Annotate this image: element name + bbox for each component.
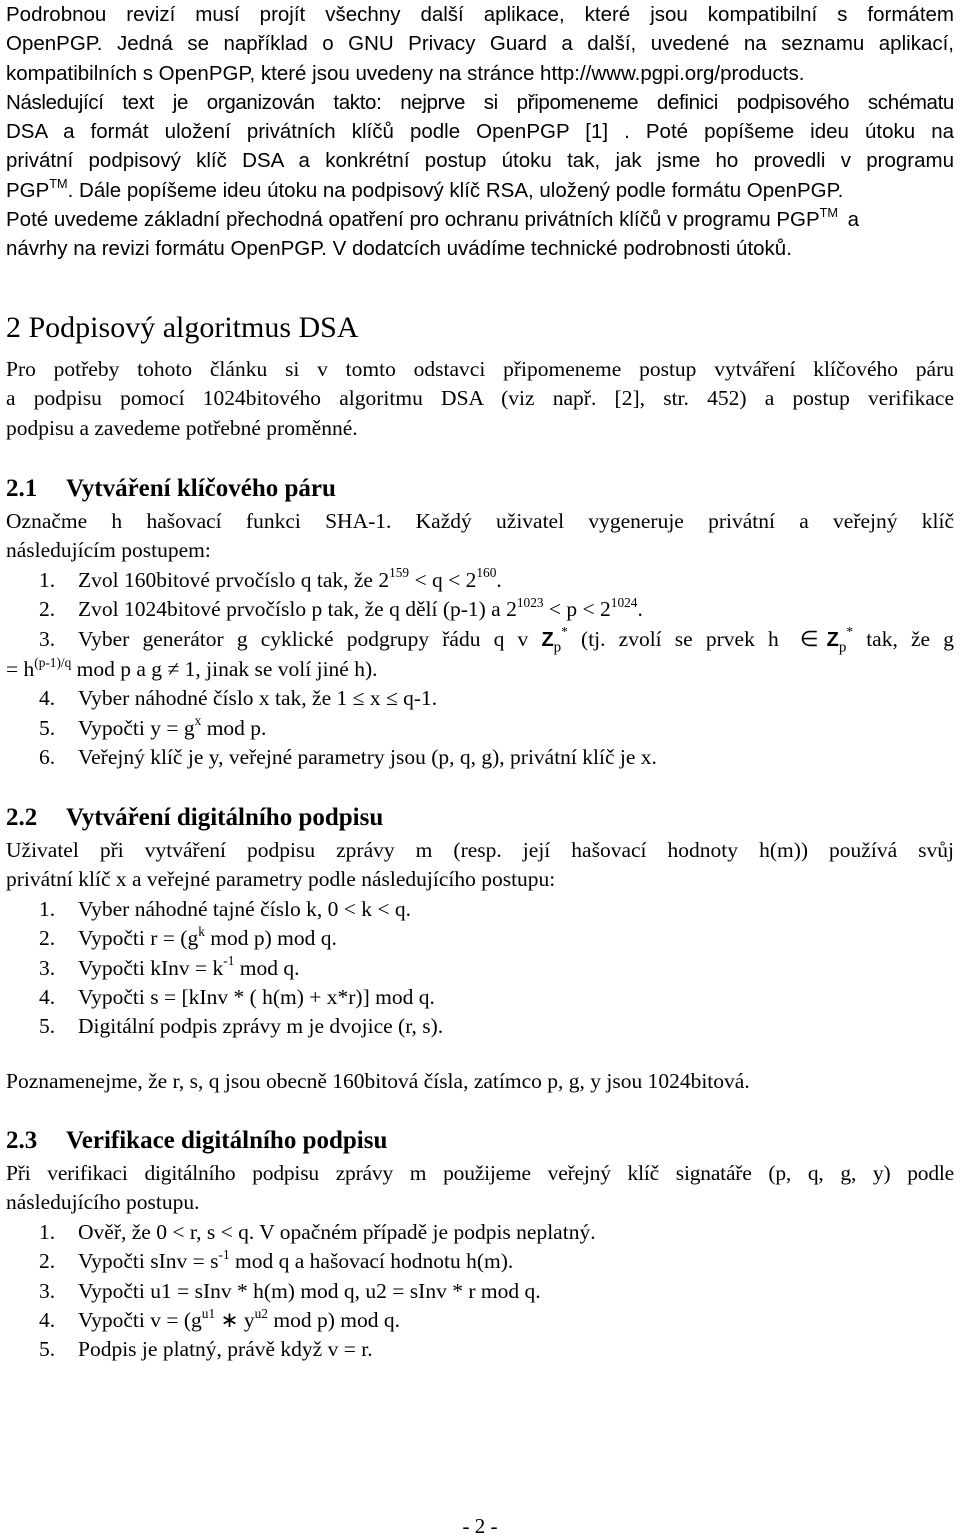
intro-line: privátní podpisový klíč DSA a konkrétní postup útoku tak, jak jsme ho provedli v programu xyxy=(6,149,954,173)
list-number: 5. xyxy=(39,715,56,740)
paragraph-line: následujícího postupu. xyxy=(6,1190,200,1215)
note-paragraph xyxy=(6,1067,954,1096)
list-number: 6. xyxy=(39,745,56,770)
step-text: Ověř, že 0 < r, s < q. V opačném případě je podpis neplatný. xyxy=(78,1219,596,1244)
intro-line: Následující text je organizován takto: nejprve si připomeneme definici podpisového schématu xyxy=(6,90,954,114)
list-number: 4. xyxy=(39,985,56,1010)
list-number: 2. xyxy=(39,926,56,951)
step-text: mod p) mod q. xyxy=(204,926,337,951)
paragraph-line: podpisu a zavedeme potřebné proměnné. xyxy=(6,415,358,440)
step-text: Vypočti sInv = s xyxy=(78,1249,219,1274)
step-text: Veřejný klíč je y, veřejné parametry jsou (p, q, g), privátní klíč je x. xyxy=(78,745,657,770)
step-text: Vyber náhodné číslo x tak, že 1 xyxy=(78,686,353,711)
exponent: u1 xyxy=(201,1305,216,1321)
exponent: x xyxy=(194,713,202,729)
list-number: 1. xyxy=(39,567,56,592)
list-item xyxy=(6,983,954,1012)
intro-line: DSA a formát uložení privátních klíčů podle OpenPGP [1] . Poté popíšeme ideu útoku na xyxy=(6,120,954,144)
math-z: Z xyxy=(826,628,839,651)
step-text: mod p) mod q. xyxy=(267,1308,400,1333)
step-text: Zvol 160bitové prvočíslo q tak, že 2 xyxy=(78,567,390,592)
step-text: mod p. xyxy=(201,715,267,740)
list-item xyxy=(6,1277,954,1306)
list-number: 1. xyxy=(39,1219,56,1244)
exponent: 1024 xyxy=(610,594,638,610)
less-equal-symbol: ≤ xyxy=(385,686,398,711)
intro-line: návrhy na revizi formátu OpenPGP. V dodatcích uvádíme technické podrobnosti útoků. xyxy=(6,237,792,261)
pgp-text: PGP xyxy=(6,178,50,202)
subsection-title: Vytváření klíčového páru xyxy=(66,475,336,502)
paragraph-line: následujícím postupem: xyxy=(6,538,211,563)
step-text: Podpis je platný, právě když v = r. xyxy=(78,1337,373,1362)
step-text: Vypočti v = (g xyxy=(78,1308,202,1333)
intro-line: Podrobnou revizí musí projít všechny další aplikace, které jsou kompatibilní s formátem xyxy=(6,3,954,26)
exponent: -1 xyxy=(218,1246,230,1262)
less-equal-symbol: ≤ xyxy=(352,686,365,711)
step-text: . xyxy=(496,567,502,592)
section-2-2-body xyxy=(6,836,954,1042)
step-text: Vypočti s = [kInv * ( h(m) + x*r)] mod q. xyxy=(78,985,435,1010)
list-number: 3. xyxy=(39,955,56,980)
list-item xyxy=(6,1247,954,1276)
list-item xyxy=(6,1335,954,1364)
step-text: Zvol 1024bitové prvočíslo p tak, že q dělí (p-1) a 2 xyxy=(78,597,517,622)
step-line xyxy=(6,655,954,684)
step-text: Digitální podpis zprávy m je dvojice (r, s). xyxy=(78,1014,444,1039)
step-text: 1, jinak se volí jiné h). xyxy=(179,657,378,682)
subsection-number: 2.1 xyxy=(6,475,38,502)
list-item xyxy=(6,566,954,595)
list-number: 2. xyxy=(39,597,56,622)
exponent: 160 xyxy=(476,565,497,581)
element-of-symbol: ∈ xyxy=(799,626,819,651)
step-text: . xyxy=(637,597,643,622)
step-text: tak, že g xyxy=(853,626,954,651)
subsection-number: 2.2 xyxy=(6,804,38,831)
exponent: k xyxy=(198,923,205,939)
intro-line: OpenPGP. Jedná se například o GNU Privacy Guard a další, uvedené na seznamu aplikací, xyxy=(6,32,954,56)
step-text: q-1. xyxy=(397,686,438,711)
step-text: Vypočti r = (g xyxy=(78,926,199,951)
list-item xyxy=(6,954,954,983)
subsection-title: Verifikace digitálního podpisu xyxy=(66,1127,388,1154)
trademark-sup: TM xyxy=(819,204,838,220)
paragraph-line: Poznamenejme, že r, s, q jsou obecně 160bitová čísla, zatímco p, g, y jsou 1024bitová. xyxy=(6,1069,750,1093)
list-number: 4. xyxy=(39,1308,56,1333)
list-number: 4. xyxy=(39,686,56,711)
list-item xyxy=(6,1218,954,1247)
list-item xyxy=(6,743,954,772)
subsection-heading xyxy=(6,475,336,503)
step-text: mod p a g xyxy=(71,657,168,682)
list-number: 3. xyxy=(39,626,56,651)
exponent: u2 xyxy=(254,1305,268,1321)
subsection-heading xyxy=(6,1127,387,1155)
not-equal-symbol: ≠ xyxy=(167,657,180,682)
step-text: ∗ y xyxy=(215,1308,255,1333)
paragraph-line: Při verifikaci digitálního podpisu zprávy m použijeme veřejný klíč signatáře (p, q, g, y) podle xyxy=(6,1161,954,1185)
intro-paragraph xyxy=(6,0,954,264)
step-text: Vypočti u1 = sInv * h(m) mod q, u2 = sInv * r mod q. xyxy=(78,1278,541,1303)
intro-line xyxy=(6,205,954,234)
step-text: x xyxy=(364,686,386,711)
paragraph-line: a podpisu pomocí 1024bitového algoritmu DSA (viz např. [2], str. 452) a postup verifikace xyxy=(6,386,954,411)
list-number: 1. xyxy=(39,896,56,921)
step-text: Vypočti kInv = k xyxy=(78,955,224,980)
intro-text: a xyxy=(841,208,860,232)
step-text: Vypočti y = g xyxy=(78,715,195,740)
step-text: mod q a hašovací hodnotu h(m). xyxy=(229,1249,514,1274)
verification-steps-list xyxy=(6,1218,954,1365)
paragraph-line: Pro potřeby tohoto článku si v tomto odstavci připomeneme postup vytváření klíčového páru xyxy=(6,357,954,381)
exponent: 1023 xyxy=(516,594,544,610)
list-item xyxy=(6,595,954,624)
subsection-heading xyxy=(6,804,383,832)
list-number: 5. xyxy=(39,1337,56,1362)
list-item xyxy=(6,714,954,743)
subsection-number: 2.3 xyxy=(6,1127,38,1154)
math-z: Z xyxy=(541,628,554,651)
superscript: * xyxy=(846,624,854,640)
intro-line: kompatibilních s OpenPGP, které jsou uvedeny na stránce http://www.pgpi.org/products. xyxy=(6,61,805,85)
list-number: 5. xyxy=(39,1014,56,1039)
keypair-steps-list xyxy=(6,566,954,773)
list-number: 2. xyxy=(39,1249,56,1274)
list-item xyxy=(6,625,954,685)
signature-steps-list xyxy=(6,895,954,1042)
list-item xyxy=(6,1306,954,1335)
step-text: mod q. xyxy=(234,955,300,980)
step-text: < p < 2 xyxy=(543,597,611,622)
paragraph-line: Označme h hašovací funkci SHA-1. Každý uživatel vygeneruje privátní a veřejný klíč xyxy=(6,509,954,533)
list-item xyxy=(6,924,954,953)
subsection-title: Vytváření digitálního podpisu xyxy=(66,804,384,831)
section-2-1-body xyxy=(6,507,954,773)
intro-text: . Dále popíšeme ideu útoku na podpisový klíč RSA, uložený podle formátu OpenPGP. xyxy=(67,178,844,202)
list-item xyxy=(6,895,954,924)
step-text: < q < 2 xyxy=(409,567,477,592)
superscript: * xyxy=(561,624,568,640)
list-item xyxy=(6,1012,954,1041)
paragraph-line: privátní klíč x a veřejné parametry podle následujícího postupu: xyxy=(6,867,556,892)
intro-text: Poté uvedeme základní přechodná opatření pro ochranu privátních klíčů v programu PGP xyxy=(6,208,820,232)
list-number: 3. xyxy=(39,1278,56,1303)
section-2-3-body xyxy=(6,1159,954,1365)
exponent: (p-1)/q xyxy=(34,654,72,670)
step-text: Vyber náhodné tajné číslo k, 0 < k < q. xyxy=(78,896,411,921)
paragraph-line: Uživatel při vytváření podpisu zprávy m (resp. její hašovací hodnoty h(m)) používá svůj xyxy=(6,838,954,862)
subscript: p xyxy=(838,638,847,655)
exponent: 159 xyxy=(389,565,410,581)
step-text: (tj. zvolí se prvek h xyxy=(567,626,792,651)
list-item xyxy=(6,684,954,713)
trademark-sup: TM xyxy=(49,175,68,191)
exponent: -1 xyxy=(223,953,235,969)
step-line xyxy=(78,625,954,655)
page-number: - 2 - xyxy=(462,1514,498,1538)
subscript: p xyxy=(553,638,562,655)
section-2-paragraph xyxy=(6,355,954,443)
intro-line xyxy=(6,176,954,205)
step-text: = h xyxy=(6,657,35,682)
section-heading: 2 Podpisový algoritmus DSA xyxy=(6,311,359,344)
step-text: Vyber generátor g cyklické podgrupy řádu q v xyxy=(78,626,542,651)
